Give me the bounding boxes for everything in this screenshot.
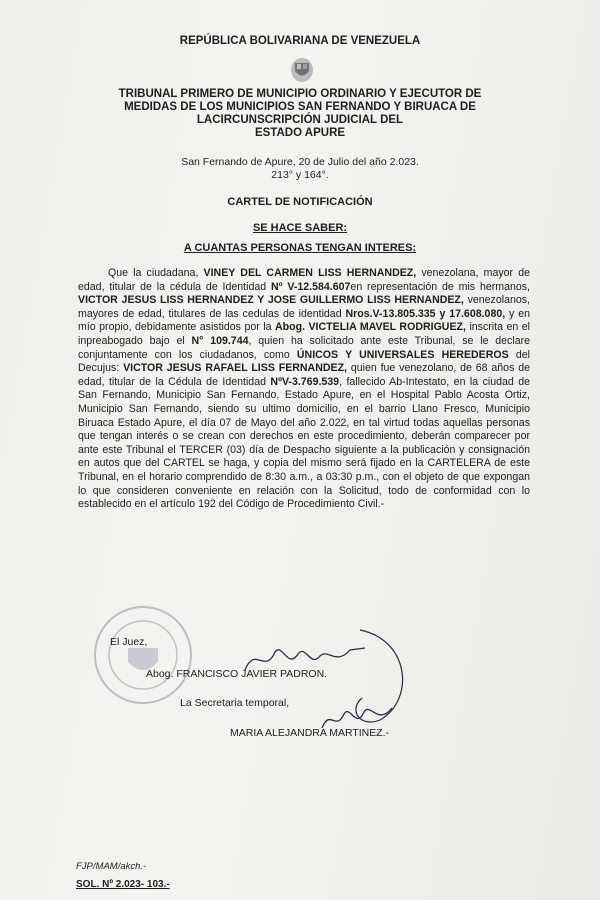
- judge-label: El Juez,: [110, 636, 148, 648]
- country-header: REPÚBLICA BOLIVARIANA DE VENEZUELA: [179, 35, 421, 47]
- secretary-name: MARIA ALEJANDRA MARTINEZ.-: [230, 727, 390, 739]
- document-title: CARTEL DE NOTIFICACIÓN: [227, 196, 373, 208]
- judge-name: Abog. FRANCISCO JAVIER PADRON.: [146, 668, 328, 680]
- notice-body: [78, 267, 530, 512]
- court-line: MEDIDAS DE LOS MUNICIPIOS SAN FERNANDO Y BIRUACA DE: [124, 101, 476, 113]
- a-cuantas-heading: A CUANTAS PERSONAS TENGAN INTERES:: [183, 242, 417, 254]
- coat-of-arms-seal: [288, 55, 316, 83]
- date-line: San Fernando de Apure, 20 de Julio del año 2.023.: [181, 156, 419, 168]
- court-line: ESTADO APURE: [254, 127, 346, 139]
- secretary-label: La Secretaria temporal,: [180, 697, 290, 709]
- solicitud-number: SOL. Nº 2.023- 103.-: [76, 879, 170, 890]
- date-block: [0, 156, 600, 182]
- court-line: LACIRCUNSCRIPCIÓN JUDICIAL DEL: [196, 114, 404, 126]
- court-line: TRIBUNAL PRIMERO DE MUNICIPIO ORDINARIO Y EJECUTOR DE: [118, 88, 482, 100]
- court-stamp: [88, 600, 198, 710]
- court-name: [0, 88, 600, 140]
- notice-paragraph: Que la ciudadana, VINEY DEL CARMEN LISS HERNANDEZ, venezolana, mayor de edad, titular de la cédula de Identidad Nº V-12.584.607en representación de mis hermanos, VICTOR JESUS LISS HERNANDEZ Y JOSE GUILLERMO LISS HERNANDEZ, venezolanos, mayores de edad, titulares de las cedulas de identidad Nros.V-13.805.335 y 17.608.080, y en mío propio, debidamente asistidos por la Abog. VICTELIA MAVEL RODRIGUEZ, inscrita en el inpreabogado bajo el N° 109.744, quien ha solicitado ante este Tribunal, se le declare conjuntamente con los ciudadanos, como ÚNICOS Y UNIVERSALES HEREDEROS del Decujus: VICTOR JESUS RAFAEL LISS FERNANDEZ, quien fue venezolano, de 68 años de edad, titular de la Cédula de Identidad NºV-3.769.539, fallecido Ab-Intestato, en la ciudad de San Fernando, Municipio San Fernando, Estado Apure, en el Hospital Pablo Acosta Ortiz, Municipio San Fernando, siendo su ultimo domicilio, en el barrio Llano Fresco, Municipio Biruaca Estado Apure, el día 07 de Mayo del año 2.022, en tal virtud todas aquellas personas que tengan interés o se crean con derechos en este procedimiento, deberán comparecer por ante este Tribunal el TERCER (03) día de Despacho siguiente a la publicación y consignación en autos que del CARTEL se haga, y copia del mismo será fijado en la CARTELERA de este Tribunal, en el horario comprendido de 8:30 a.m., a 03:30 p.m., con el objeto de que expongan lo que consideren conveniente en relación con la Solicitud, todo de conformidad con lo establecido en el artículo 192 del Código de Procedimiento Civil.-: [78, 267, 531, 511]
- se-hace-saber-heading: SE HACE SABER:: [252, 222, 348, 234]
- initials: FJP/MAM/akch.-: [76, 861, 147, 872]
- years-line: 213° y 164°.: [271, 169, 329, 181]
